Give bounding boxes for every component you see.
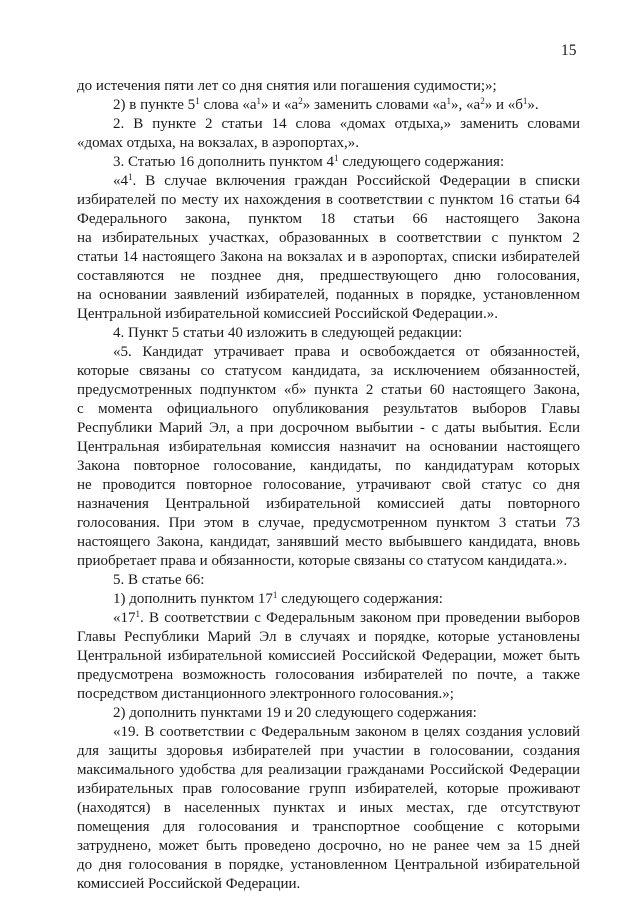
text-line: Закона повторное голосование, кандидаты, по кандидатурам которых [77,458,580,474]
text-line: 3. Статью 16 дополнить пунктом $4^1$ следующего содержания: [113,153,505,170]
text-line: помещения для голосования и транспортное сообщение с которыми [77,819,580,835]
text-line: Республики Марий Эл, а при досрочном выбытии - с даты выбытия. Если [77,420,580,436]
text-line: комиссией Российской Федерации. [77,876,301,892]
text-line: Федерального закона, пунктом 18 статьи 66 настоящего Закона [77,211,580,227]
text-line: максимального удобства для реализации гражданами Российской Федерации [77,762,580,778]
page-number: 15 [561,42,577,59]
document-body [77,77,580,894]
text-line: Главы Республики Марий Эл в случаях и порядке, которые установлены [77,629,580,645]
text-line: на избирательных участках, образованных в соответствии с пунктом 2 [77,230,580,246]
text-line: на основании заявлений избирателей, поданных в порядке, установленном [77,287,580,303]
text-line: Центральная избирательная комиссия назначит на основании настоящего [77,439,580,455]
text-line: предусмотрена возможность голосования избирателей по почте, а также [77,667,580,683]
text-line: (находятся) в населенных пунктах и иных местах, где отсутствуют [77,800,580,816]
text-line: не проводится повторное голосование, утрачивают свой статус со дня [77,477,580,493]
text-line: 4. Пункт 5 статьи 40 изложить в следующей редакции: [113,325,463,341]
text-line: которые связаны со статусом кандидата, за исключением обязанностей, [77,363,580,379]
text-line: избирательных прав голосование групп избирателей, которые проживают [77,781,580,797]
text-line: «домах отдыха, на вокзалах, в аэропортах,». [77,135,359,151]
text-line: голосования. При этом в случае, предусмотренном пунктом 3 статьи 73 [77,515,580,531]
text-line: «$4^1$. В случае включения граждан Российской Федерации в списки [113,172,580,189]
text-line: 2) в пункте $5^1$ слова «$а^1$» и «$а^2$» заменить словами «$а^1$», «$а^2$» и «$б^1$». [113,96,539,113]
text-line: «5. Кандидат утрачивает права и освобождается от обязанностей, [113,344,580,360]
text-line: Центральной избирательной комиссией Российской Федерации, может быть [77,648,580,664]
text-line: составляются не позднее дня, предшествующего дню голосования, [77,268,580,284]
text-line: назначения Центральной избирательной комиссией даты повторного [77,496,580,512]
text-line: посредством дистанционного электронного голосования.»; [77,686,454,702]
text-line: 2. В пункте 2 статьи 14 слова «домах отдыха,» заменить словами [113,116,580,132]
text-line: избирателей по месту их нахождения в соответствии с пунктом 16 статьи 64 [77,192,580,208]
text-line: «$17^1$. В соответствии с Федеральным законом при проведении выборов [113,609,580,626]
text-line: до дня голосования в порядке, установленном Центральной избирательной [77,857,580,873]
text-line: с момента официального опубликования результатов выборов Главы [77,401,580,417]
text-line: настоящего Закона, кандидат, занявший место выбывшего кандидата, вновь [77,534,580,550]
text-line: статьи 14 настоящего Закона на вокзалах и в аэропортах, списки избирателей [77,249,580,265]
text-line: 5. В статье 66: [113,572,205,588]
text-line: 1) дополнить пунктом $17^1$ следующего содержания: [113,590,443,607]
text-line: до истечения пяти лет со дня снятия или погашения судимости;»; [77,78,497,94]
text-line: для защиты здоровья избирателей при участии в голосовании, создания [77,743,580,759]
text-line: приобретает права и обязанности, которые связаны со статусом кандидата.». [77,553,568,569]
text-line: «19. В соответствии с Федеральным законом в целях создания условий [113,724,580,740]
text-line: предусмотренных подпунктом «б» пункта 2 статьи 60 настоящего Закона, [77,382,580,398]
text-line: затруднено, может быть проведено досрочно, но не ранее чем за 15 дней [77,838,580,854]
text-line: 2) дополнить пунктами 19 и 20 следующего содержания: [113,705,477,721]
text-line: Центральной избирательной комиссией Российской Федерации.». [77,306,498,322]
